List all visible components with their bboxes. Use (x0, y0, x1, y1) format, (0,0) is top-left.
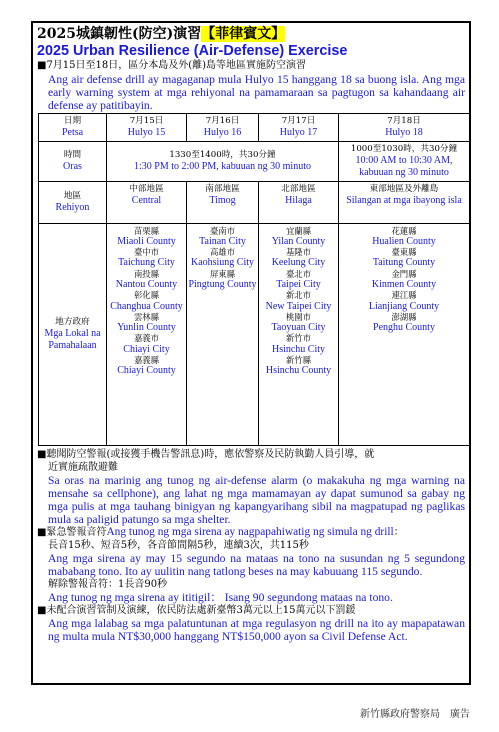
time-last-en: 10:00 AM to 10:30 AM, kabuuan ng 30 minuto (355, 155, 453, 178)
time-label-cn: 時間 (63, 149, 82, 160)
date-label-en: Petsa (61, 126, 84, 138)
region-label (39, 181, 107, 223)
city-name-cn: 新竹縣 (285, 355, 312, 366)
time-last (339, 141, 470, 181)
notice-frame (31, 21, 471, 685)
date-cell (107, 113, 187, 141)
sec2-en-c-part1: Ang tunog ng mga sirena ay ititigil (48, 590, 211, 604)
city-name-cn: 新北市 (285, 290, 312, 301)
city-name-cn: 苗栗縣 (133, 225, 160, 236)
title-language-tag: 【菲律賓文】 (201, 26, 286, 42)
city-name-cn: 屏東縣 (209, 268, 236, 279)
city-name-cn: 桃園市 (285, 311, 312, 322)
city-name-en: Hsinchu City (271, 343, 326, 355)
sec2-lead-colon: ： (393, 526, 404, 538)
city-name-en: Taitung County (372, 257, 436, 269)
city-name-cn: 臺北市 (285, 268, 312, 279)
north-cities (259, 223, 339, 445)
region-label-en: Rehiyon (55, 201, 90, 213)
time-main (107, 141, 339, 181)
city-name-cn: 高雄市 (209, 247, 236, 258)
city-name-cn: 彰化縣 (133, 290, 160, 301)
region-cell (187, 181, 259, 223)
city-name-en: Pingtung County (188, 278, 257, 290)
city-name-en: Taichung City (118, 257, 175, 269)
city-name-en: Kaohsiung City (190, 257, 255, 269)
date-en: Hulyo 17 (279, 126, 318, 138)
east-cities (339, 223, 470, 445)
city-name-cn: 南投縣 (133, 268, 160, 279)
city-name-en: Miaoli County (117, 235, 176, 247)
sec2-lead-en: Ang tunog ng mga sirena ay nagpapahiwatig ng simula ng drill (106, 525, 394, 538)
date-en: Hulyo 16 (203, 126, 242, 138)
region-cn: 東部地區及外離島 (369, 183, 439, 194)
sec2-en-c (37, 591, 465, 604)
city-name-en: Taipei City (276, 278, 321, 290)
city-name-cn: 新竹市 (285, 333, 312, 344)
sec2-en-c-part2: ： Isang 90 segundong mataas na tono. (210, 590, 393, 604)
date-cn: 7月17日 (281, 115, 316, 126)
sec2-lead (37, 526, 465, 539)
title-chinese (37, 25, 465, 43)
time-label (39, 141, 107, 181)
government-label-cn: 地方政府 (55, 317, 90, 327)
region-label-cn: 地區 (63, 190, 82, 201)
city-name-en: Tainan City (199, 235, 246, 247)
city-name-en: Nantou County (115, 278, 178, 290)
sec1-cn (37, 448, 465, 474)
city-name-cn: 連江縣 (391, 290, 417, 301)
date-cell (259, 113, 339, 141)
intro-cn: ■7月15日至18日，區分本島及外(離)島等地區實施防空演習 (37, 60, 307, 71)
time-last-cn: 1000至1030時，共30分鐘 (350, 144, 458, 154)
region-en: Hilaga (285, 194, 312, 206)
time-main-en: 1:30 PM to 2:00 PM, kabuuan ng 30 minuto (134, 160, 311, 172)
date-cn: 7月16日 (205, 115, 240, 126)
schedule-table (38, 113, 470, 446)
city-name-cn: 臺南市 (209, 225, 236, 236)
sec3-en: Ang mga lalabag sa mga palatuntunan at mga regulasyon ng drill na ito ay mapapatawan ng multa mula NT$30,000 hanggang NT$150,000 ayon sa Civil Defense Act. (48, 616, 465, 643)
city-name-cn: 宜蘭縣 (285, 225, 312, 236)
south-cities (187, 223, 259, 445)
city-name-en: Changhua County (110, 300, 183, 312)
date-cell (339, 113, 470, 141)
sec1-cn-line2: 近實施疏散避難 (48, 461, 118, 473)
date-label-cn: 日期 (63, 115, 82, 126)
region-cn: 北部地區 (281, 183, 316, 194)
time-main-cn: 1330至1400時，共30分鐘 (169, 149, 276, 160)
city-name-cn: 金門縣 (391, 268, 417, 279)
city-name-en: Lianjiang County (368, 300, 440, 312)
intro-en: Ang air defense drill ay magaganap mula Hulyo 15 hanggang 18 sa buong isla. Ang mga early warning system at mga rehiyonal na pamamaraan sa pagtugon sa kahandaang air defense ay patitibayin. (48, 72, 465, 112)
city-name-cn: 臺東縣 (391, 247, 417, 258)
city-name-cn: 澎湖縣 (391, 311, 417, 322)
region-cn: 中部地區 (129, 183, 164, 194)
time-row (39, 141, 470, 181)
region-en: Central (131, 194, 162, 206)
city-name-en: Keelung City (271, 257, 326, 269)
title-chinese-main: 2025城鎮韌性(防空)演習 (37, 26, 202, 42)
date-label (39, 113, 107, 141)
government-label (39, 223, 107, 445)
city-name-cn: 嘉義縣 (133, 355, 160, 366)
city-name-en: Taoyuan City (271, 322, 326, 334)
footer-publisher: 新竹縣政府警察局 廣告 (360, 709, 470, 720)
city-name-en: Yilan County (271, 235, 326, 247)
date-cn: 7月18日 (387, 115, 421, 126)
sec2-cn-b: 長音15秒、短音5秒，各音節間隔5秒，連續3次，共115秒 (48, 539, 309, 551)
city-name-en: Chiayi County (117, 365, 176, 377)
city-name-en: Penghu County (373, 322, 435, 334)
region-cn: 南部地區 (205, 183, 240, 194)
region-cell (107, 181, 187, 223)
date-row (39, 113, 470, 141)
city-name-cn: 基隆市 (285, 247, 312, 258)
region-cell (339, 181, 470, 223)
city-name-en: New Taipei City (265, 300, 332, 312)
date-cell (187, 113, 259, 141)
date-cn: 7月15日 (129, 115, 164, 126)
city-name-en: Kinmen County (371, 278, 437, 290)
region-row (39, 181, 470, 223)
sec1-cn-line1: ■聽聞防空警報(或接獲手機告警訊息)時，應依警察及民防執勤人員引導，就 (37, 448, 375, 460)
sec2-cn-c: 解除警報音符：1長音90秒 (48, 578, 168, 590)
region-en: Timog (209, 194, 236, 206)
region-cell (259, 181, 339, 223)
city-name-en: Hualien County (372, 235, 436, 247)
sec2-lead-cn: ■緊急警報音符 (37, 526, 107, 538)
city-name-cn: 嘉義市 (133, 333, 160, 344)
date-en: Hulyo 15 (127, 126, 166, 138)
city-name-cn: 花蓮縣 (391, 225, 417, 236)
city-name-cn: 雲林縣 (133, 311, 160, 322)
city-name-cn: 臺中市 (133, 247, 160, 258)
government-row (39, 223, 470, 445)
city-name-en: Chiayi City (123, 343, 170, 355)
sec3-cn: ■未配合演習管制及演練，依民防法處新臺幣3萬元以上15萬元以下罰鍰 (37, 604, 356, 616)
city-name-en: Yunlin County (117, 322, 176, 334)
government-label-en: Mga Lokal na Pamahalaan (44, 328, 101, 351)
city-name-en: Hsinchu County (265, 365, 332, 377)
region-en: Silangan at mga ibayong isla (346, 194, 462, 206)
central-cities (107, 223, 187, 445)
title-english: 2025 Urban Resilience (Air-Defense) Exercise (37, 43, 348, 59)
sec1-en: Sa oras na marinig ang tunog ng air-defense alarm (o makakuha ng mga warning na mensahe sa cellphone), ang lahat ng mga mamamayan ay dapat sumunod sa gabay ng mga pulis at mga tauhang binigyan ng kapangyarihang sibil na magpatupad ng paglikas mula sa paligid patungo sa mga shelter. (48, 473, 465, 526)
time-label-en: Oras (63, 160, 82, 172)
date-en: Hulyo 18 (385, 126, 423, 138)
sec2-en-b: Ang mga sirena ay may 15 segundo na mataas na tono na susundan ng 5 segundong mababang tono. Ito ay uulitin nang tatlong beses na may kabuuang 115 segundo. (48, 551, 465, 578)
